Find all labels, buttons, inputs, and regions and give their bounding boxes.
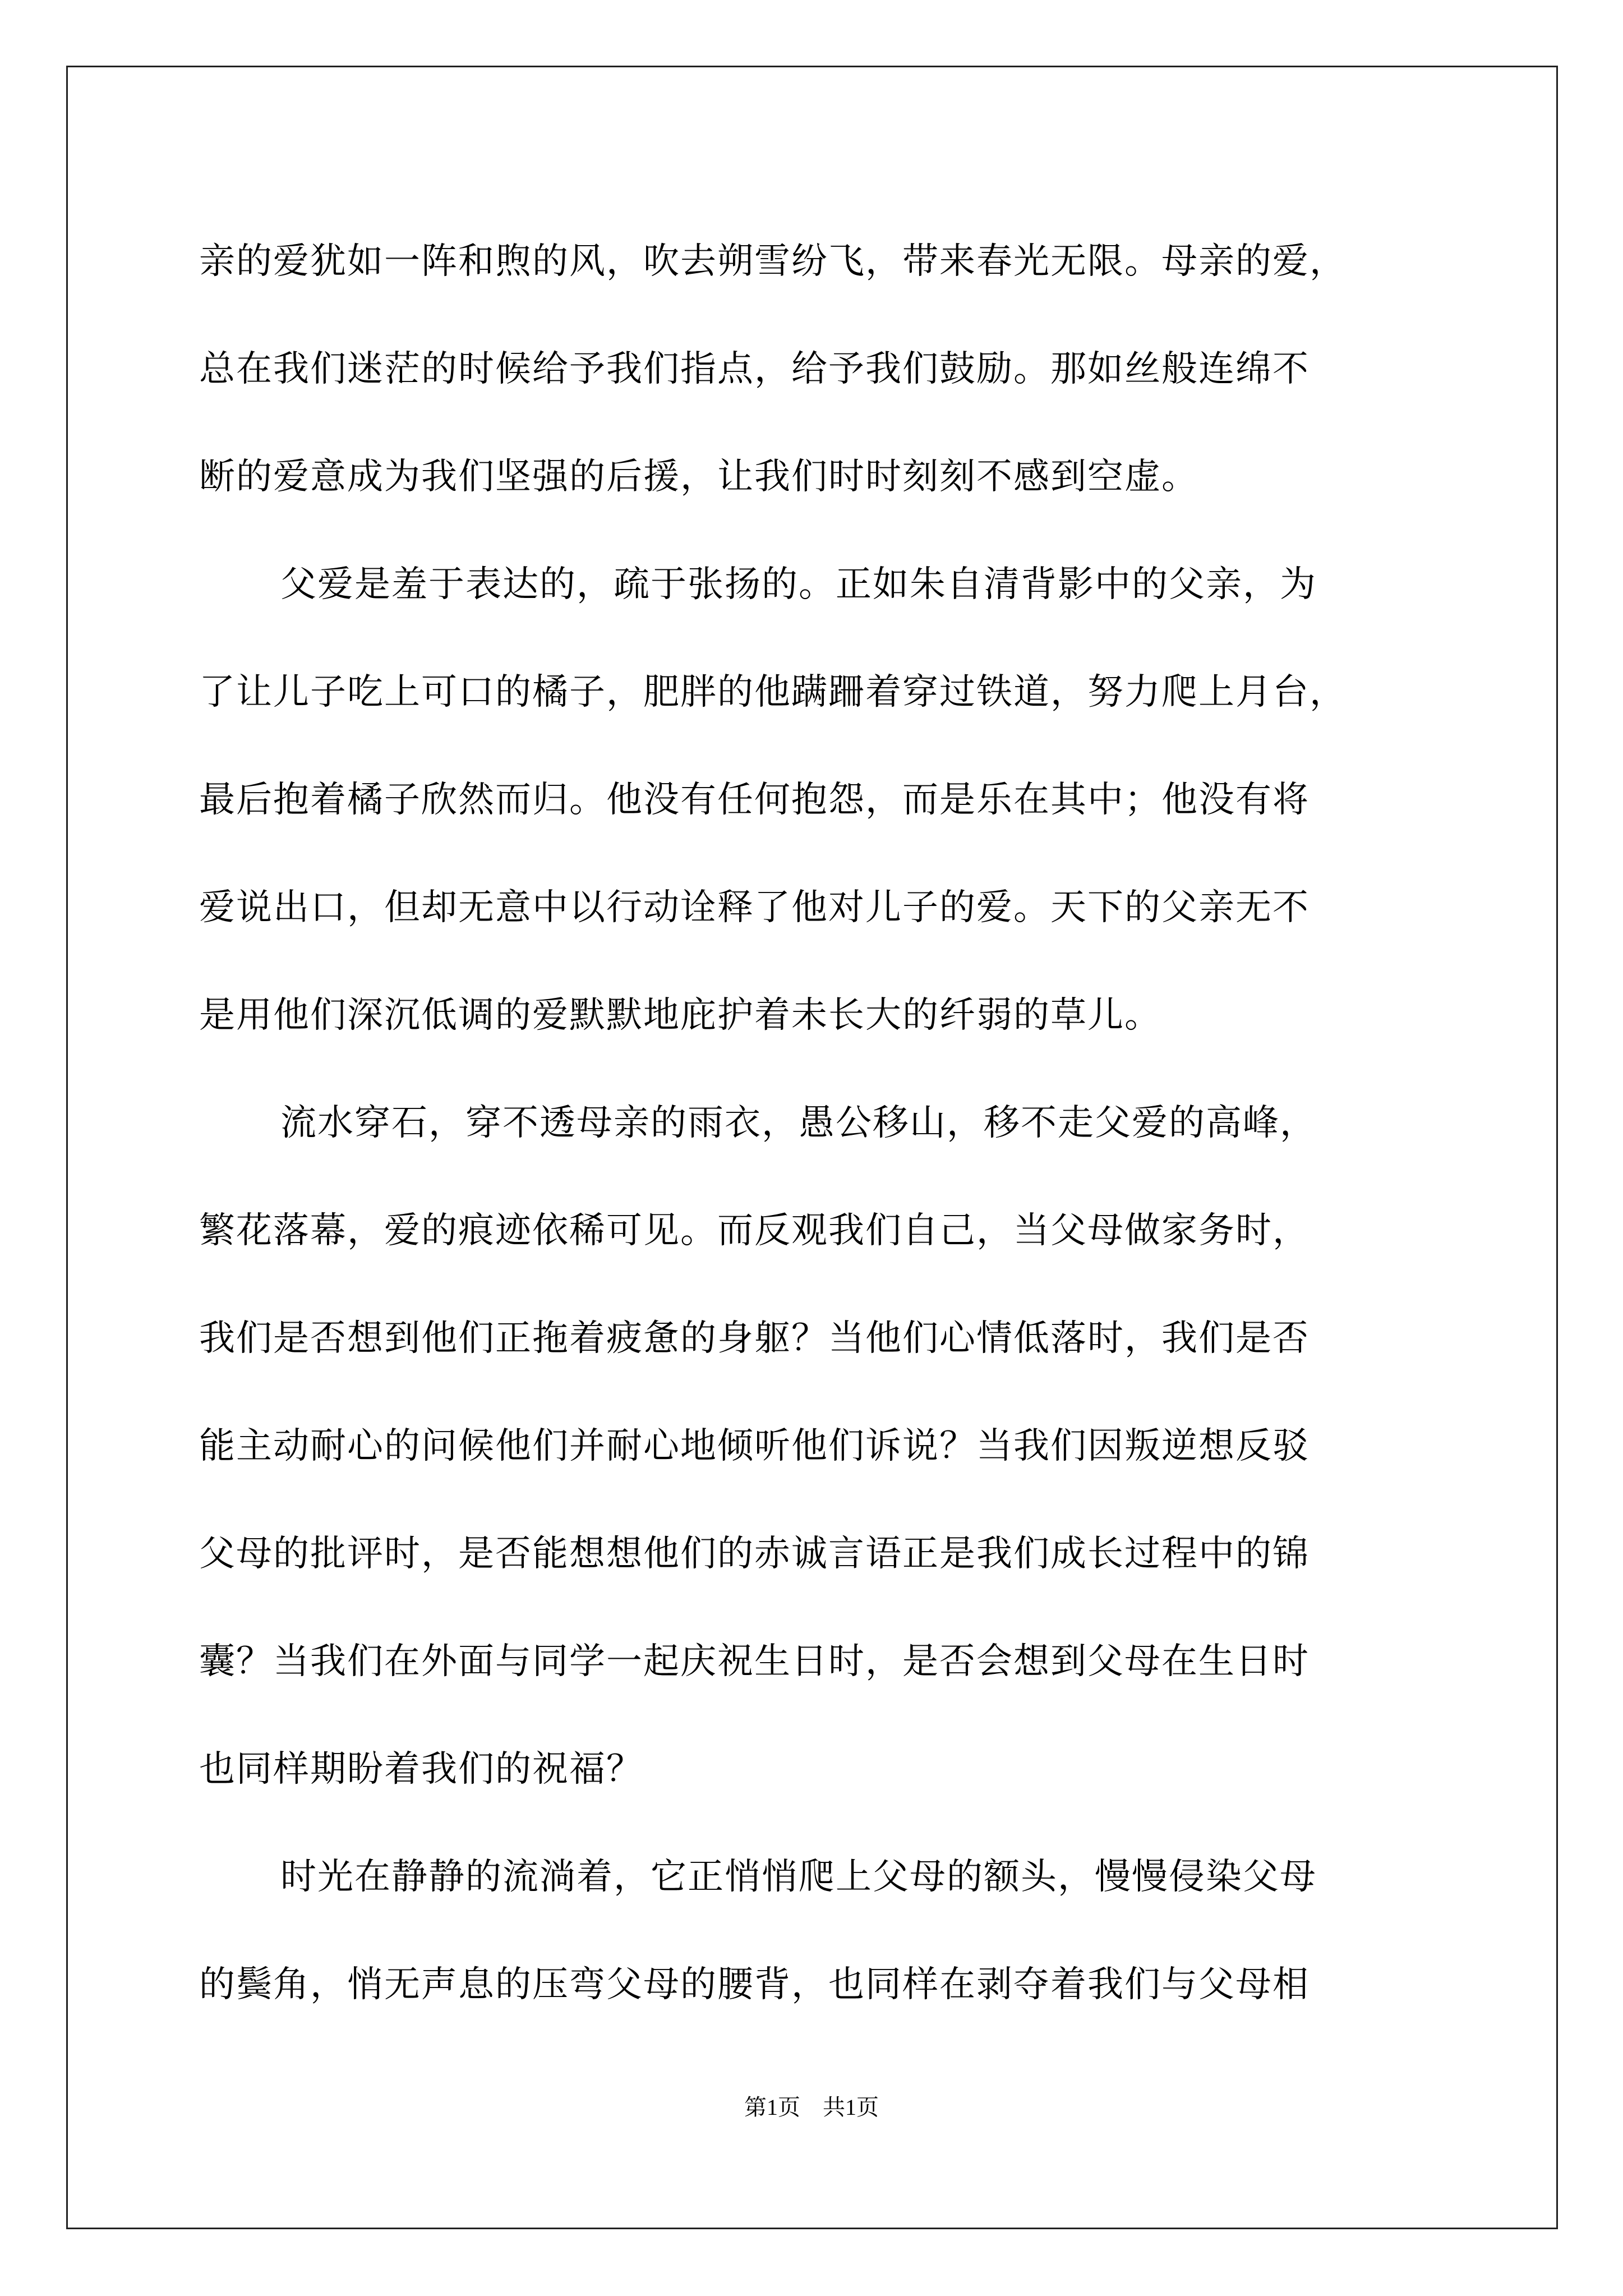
text-line: 的鬓角，悄无声息的压弯父母的腰背，也同样在剥夺着我们与父母相 [199,1964,1310,2005]
text-line: 我们是否想到他们正拖着疲惫的身躯？当他们心情低落时，我们是否 [199,1318,1310,1359]
text-line: 是用他们深沉低调的爱默默地庇护着未长大的纤弱的草儿。 [199,995,1161,1036]
paragraph-first-line: 流水穿石，穿不透母亲的雨衣，愚公移山，移不走父爱的高峰， [280,1102,1317,1144]
text-line: 断的爱意成为我们坚强的后援，让我们时时刻刻不感到空虚。 [199,456,1198,498]
paragraph-first-line: 时光在静静的流淌着，它正悄悄爬上父母的额头，慢慢侵染父母 [280,1856,1317,1898]
paragraph-first-line: 父爱是羞于表达的，疏于张扬的。正如朱自清背影中的父亲，为 [280,564,1317,605]
text-line: 最后抱着橘子欣然而归。他没有任何抱怨，而是乐在其中；他没有将 [199,779,1310,821]
text-line: 总在我们迷茫的时候给予我们指点，给予我们鼓励。那如丝般连绵不 [199,348,1310,390]
text-line: 了让儿子吃上可口的橘子，肥胖的他蹒跚着穿过铁道，努力爬上月台， [199,671,1347,713]
text-line: 能主动耐心的问候他们并耐心地倾听他们诉说？当我们因叛逆想反驳 [199,1425,1310,1467]
text-line: 亲的爱犹如一阵和煦的风，吹去朔雪纷飞，带来春光无限。母亲的爱， [199,241,1347,282]
document-body [199,208,1433,2039]
page-number-footer: 第1页 共1页 [744,2095,879,2120]
text-line: 囊？当我们在外面与同学一起庆祝生日时，是否会想到父母在生日时 [199,1641,1310,1682]
text-line: 繁花落幕，爱的痕迹依稀可见。而反观我们自己，当父母做家务时， [199,1210,1310,1251]
text-line: 爱说出口，但却无意中以行动诠释了他对儿子的爱。天下的父亲无不 [199,887,1310,928]
text-line: 父母的批评时，是否能想想他们的赤诚言语正是我们成长过程中的锦 [199,1533,1310,1575]
text-line: 也同样期盼着我们的祝福？ [199,1749,643,1790]
